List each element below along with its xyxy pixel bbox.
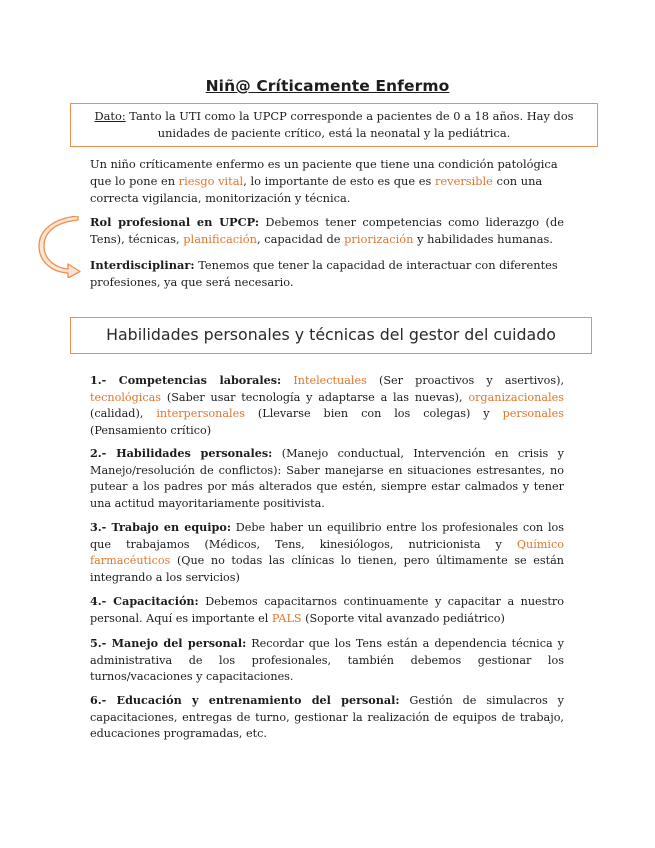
item-text: (Soporte vital avanzado pediátrico) [301,611,505,625]
item-competencias [90,372,564,439]
inter-label: Interdisciplinar: [90,258,195,272]
dato-text-line2: unidades de paciente crítico, está la neonatal y la pediátrica. [157,126,511,140]
highlight: Intelectuales [293,374,367,387]
inter-text: Tenemos que tener la capacidad de interactuar con diferentes profesiones, ya que será necesario. [90,258,558,289]
item-label: 5.- Manejo del personal: [90,636,247,650]
item-text: Debe haber un equilibrio entre los profesionales con los que trabajamos (Médicos, Tens, kinesiólogos, nutricionista y [90,521,564,551]
highlight: personales [502,407,564,420]
item-text: (Pensamiento crítico) [90,423,212,437]
rol-text: y habilidades humanas. [413,232,553,246]
rol-text: Debemos tener competencias como liderazgo (de Tens), técnicas, [90,215,565,246]
item-text: Debemos capacitarnos continuamente y capacitar a nuestro personal. Aquí es importante el [90,595,564,625]
highlight: tecnológicas [90,390,162,404]
intro-text: , lo importante de esto es que es [243,174,435,188]
rol-label: Rol profesional en UPCP: [90,215,260,229]
item-text: (Ser proactivos y asertivos), [366,374,564,387]
intro-paragraph [90,156,564,207]
highlight-priorizacion: priorización [344,232,414,246]
item-manejo-personal [90,635,564,686]
intro-text: Un niño críticamente enfermo es un paciente que tiene una condición patológica que lo pone en [90,157,558,188]
item-label: 2.- Habilidades personales: [90,446,273,460]
curved-arrow-icon [38,216,88,278]
item-label: 4.- Capacitación: [90,594,199,608]
section-title: Habilidades personales y técnicas del gestor del cuidado [106,325,556,344]
highlight-pals: PALS [271,611,302,625]
highlight: interpersonales [156,407,245,420]
inter-paragraph [90,257,564,291]
item-text: (Saber usar tecnología y adaptarse a las nuevas), [161,390,469,404]
item-text: (Que no todas las clínicas lo tienen, pero últimamente se están integrando a los servicios) [90,554,564,584]
page-title: Niñ@ Críticamente Enfermo [205,77,450,95]
dato-text-line1: Tanto la UTI como la UPCP corresponde a pacientes de 0 a 18 años. Hay dos [125,109,574,123]
highlight-planificacion: planificación [183,232,257,246]
rol-text: , capacidad de [256,232,345,246]
item-educacion [90,692,564,743]
item-capacitacion [90,593,564,627]
item-text: Gestión de simulacros y capacitaciones, entregas de turno, gestionar la realización de equipos de trabajo, educaciones programadas, etc. [90,694,564,740]
item-text: (Manejo conductual, Intervención en crisis y Manejo/resolución de conflictos): Saber manejarse en situaciones estresantes, no putear a los padres por más alterados que estén, siempre estar calmados y tener una actitud mayoritariamente positivista. [90,447,565,510]
highlight: organizacionales [468,390,564,404]
intro-text: con una correcta vigilancia, monitorización y técnica. [90,174,543,205]
dato-label: Dato: [94,109,126,123]
item-label: 3.- Trabajo en equipo: [90,520,231,534]
section-title-box [70,317,592,354]
highlight: Químico farmacéuticos [90,537,564,567]
item-label: 1.- Competencias laborales: [90,373,282,387]
rol-paragraph [90,214,564,248]
item-text: (calidad), [90,407,157,420]
item-trabajo-equipo [90,519,564,586]
item-text: (Llevarse bien con los colegas) y [244,407,503,420]
dato-box [70,103,598,147]
item-text: Recordar que los Tens están a dependencia técnica y administrativa de los profesionales, también debemos gestionar los turnos/vacaciones y capacitaciones. [90,637,565,683]
item-label: 6.- Educación y entrenamiento del personal: [90,693,400,707]
highlight-riesgo-vital: riesgo vital [178,174,244,188]
highlight-reversible: reversible [434,174,493,188]
item-habilidades [90,445,564,512]
